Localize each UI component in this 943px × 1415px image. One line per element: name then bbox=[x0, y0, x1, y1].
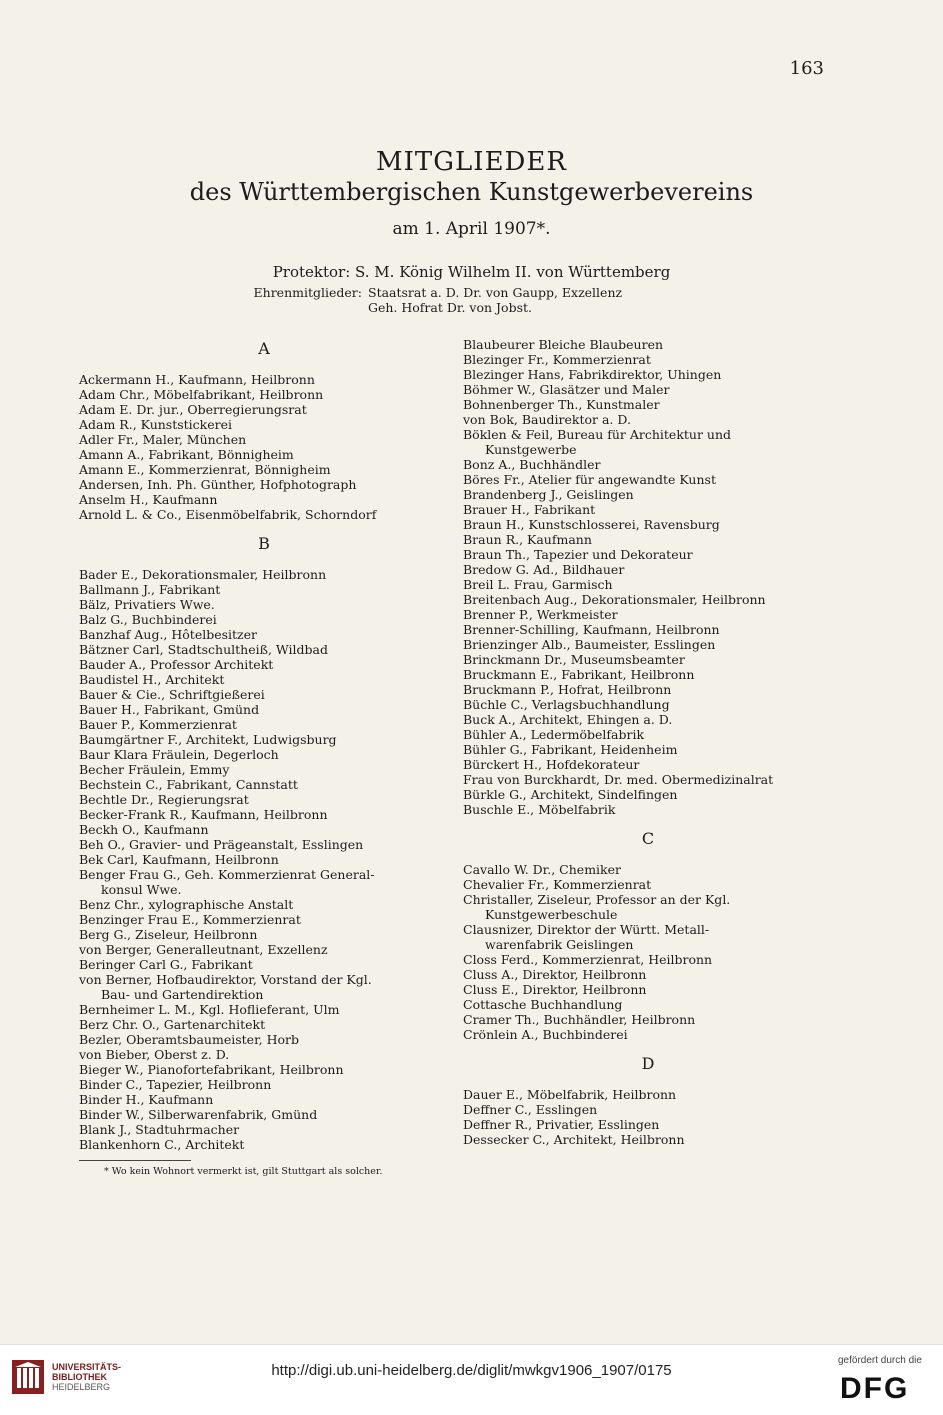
member-entry: Brienzinger Alb., Baumeister, Esslingen bbox=[463, 637, 716, 652]
member-entry: Bühler G., Fabrikant, Heidenheim bbox=[463, 742, 678, 757]
member-entry: Berg G., Ziseleur, Heilbronn bbox=[79, 927, 258, 942]
member-entry: Andersen, Inh. Ph. Günther, Hofphotograph bbox=[79, 477, 357, 492]
member-entry: Binder C., Tapezier, Heilbronn bbox=[79, 1077, 272, 1092]
section-letter: A bbox=[258, 339, 270, 358]
member-entry: Becher Fräulein, Emmy bbox=[79, 762, 230, 777]
document-date: am 1. April 1907*. bbox=[392, 219, 551, 239]
footnote: * Wo kein Wohnort vermerkt ist, gilt Stuttgart als solcher. bbox=[104, 1166, 383, 1177]
member-entry: Benzinger Frau E., Kommerzienrat bbox=[79, 912, 301, 927]
member-entry: Cramer Th., Buchhändler, Heilbronn bbox=[463, 1012, 696, 1027]
member-entry: Bezler, Oberamtsbaumeister, Horb bbox=[79, 1032, 300, 1047]
member-entry: Amann A., Fabrikant, Bönnigheim bbox=[79, 447, 294, 462]
member-entry-continuation: Kunstgewerbe bbox=[485, 442, 577, 457]
member-entry: Bälz, Privatiers Wwe. bbox=[79, 597, 215, 612]
source-url-link[interactable]: http://digi.ub.uni-heidelberg.de/diglit/mwkgv1906_1907/0175 bbox=[271, 1362, 672, 1379]
member-entry: Chevalier Fr., Kommerzienrat bbox=[463, 877, 652, 892]
member-entry: Breil L. Frau, Garmisch bbox=[463, 577, 613, 592]
member-entry: Bechstein C., Fabrikant, Cannstatt bbox=[79, 777, 298, 792]
member-entry: Blezinger Fr., Kommerzienrat bbox=[463, 352, 651, 367]
member-entry: Balz G., Buchbinderei bbox=[79, 612, 217, 627]
member-entry: Cluss A., Direktor, Heilbronn bbox=[463, 967, 647, 982]
member-entry: Buck A., Architekt, Ehingen a. D. bbox=[463, 712, 673, 727]
member-entry: Banzhaf Aug., Hôtelbesitzer bbox=[79, 627, 258, 642]
member-entry: Böres Fr., Atelier für angewandte Kunst bbox=[463, 472, 716, 487]
member-entry: Clausnizer, Direktor der Württ. Metall- bbox=[463, 922, 710, 937]
library-line: BIBLIOTHEK bbox=[52, 1372, 107, 1382]
member-entry: Benger Frau G., Geh. Kommerzienrat General- bbox=[79, 867, 375, 882]
member-entry: Bätzner Carl, Stadtschultheiß, Wildbad bbox=[79, 642, 329, 657]
member-entry-continuation: warenfabrik Geislingen bbox=[485, 937, 634, 952]
member-entry: Berz Chr. O., Gartenarchitekt bbox=[79, 1017, 266, 1032]
member-entry: Beckh O., Kaufmann bbox=[79, 822, 209, 837]
member-entry: von Bok, Baudirektor a. D. bbox=[463, 412, 631, 427]
member-entry: Bechtle Dr., Regierungsrat bbox=[79, 792, 249, 807]
document-title: MITGLIEDER bbox=[376, 147, 567, 177]
member-entry: Adam R., Kunststickerei bbox=[79, 417, 233, 432]
ehrenmitglied-line: Geh. Hofrat Dr. von Jobst. bbox=[368, 300, 532, 315]
member-entry-continuation: konsul Wwe. bbox=[101, 882, 182, 897]
member-entry: Bürkle G., Architekt, Sindelfingen bbox=[463, 787, 678, 802]
member-entry: Crönlein A., Buchbinderei bbox=[463, 1027, 628, 1042]
ehrenmitglieder-list bbox=[368, 285, 622, 315]
member-entry: Ballmann J., Fabrikant bbox=[79, 582, 221, 597]
member-entry: Binder H., Kaufmann bbox=[79, 1092, 214, 1107]
member-entry: Amann E., Kommerzienrat, Bönnigheim bbox=[79, 462, 331, 477]
document-subtitle: des Württembergischen Kunstgewerbevereins bbox=[189, 178, 754, 206]
member-entry: Adam E. Dr. jur., Oberregierungsrat bbox=[79, 402, 307, 417]
ehrenmitglied-line: Staatsrat a. D. Dr. von Gaupp, Exzellenz bbox=[368, 285, 623, 300]
funding-caption: gefördert durch die bbox=[838, 1355, 922, 1366]
member-entry: Binder W., Silberwarenfabrik, Gmünd bbox=[79, 1107, 318, 1122]
member-entry: Bauer P., Kommerzienrat bbox=[79, 717, 237, 732]
member-entry: Brandenberg J., Geislingen bbox=[463, 487, 634, 502]
member-entry: Blankenhorn C., Architekt bbox=[79, 1137, 245, 1152]
member-entry: Braun H., Kunstschlosserei, Ravensburg bbox=[463, 517, 720, 532]
member-entry: Buschle E., Möbelfabrik bbox=[463, 802, 616, 817]
member-entry-continuation: Kunstgewerbeschule bbox=[485, 907, 618, 922]
member-entry: Beh O., Gravier- und Prägeanstalt, Esslingen bbox=[79, 837, 364, 852]
member-entry-continuation: Bau- und Gartendirektion bbox=[101, 987, 264, 1002]
member-entry: Baur Klara Fräulein, Degerloch bbox=[79, 747, 279, 762]
member-entry: Bauer H., Fabrikant, Gmünd bbox=[79, 702, 260, 717]
member-entry: Brauer H., Fabrikant bbox=[463, 502, 596, 517]
library-line: HEIDELBERG bbox=[52, 1382, 111, 1392]
member-entry: Bruckmann E., Fabrikant, Heilbronn bbox=[463, 667, 695, 682]
footer-bar bbox=[0, 1344, 943, 1415]
member-entry: Büchle C., Verlagsbuchhandlung bbox=[463, 697, 670, 712]
member-entry: Bohnenberger Th., Kunstmaler bbox=[463, 397, 660, 412]
member-entry: Baudistel H., Architekt bbox=[79, 672, 225, 687]
member-entry: Breitenbach Aug., Dekorationsmaler, Heilbronn bbox=[463, 592, 766, 607]
member-entry: Bühler A., Ledermöbelfabrik bbox=[463, 727, 645, 742]
member-entry: Becker-Frank R., Kaufmann, Heilbronn bbox=[79, 807, 328, 822]
member-entry: Bürckert H., Hofdekorateur bbox=[463, 757, 640, 772]
member-entry: Brenner P., Werkmeister bbox=[463, 607, 618, 622]
member-entry: Bader E., Dekorationsmaler, Heilbronn bbox=[79, 567, 327, 582]
member-entry: Cavallo W. Dr., Chemiker bbox=[463, 862, 621, 877]
page-number: 163 bbox=[789, 58, 824, 79]
member-entry: Adam Chr., Möbelfabrikant, Heilbronn bbox=[79, 387, 324, 402]
member-list-left-column bbox=[79, 339, 449, 1152]
section-letter: C bbox=[641, 829, 655, 848]
member-entry: Blaubeurer Bleiche Blaubeuren bbox=[463, 337, 664, 352]
member-entry: Dessecker C., Architekt, Heilbronn bbox=[463, 1132, 685, 1147]
member-entry: Arnold L. & Co., Eisenmöbelfabrik, Schorndorf bbox=[79, 507, 377, 522]
member-entry: Bauder A., Professor Architekt bbox=[79, 657, 274, 672]
member-entry: Anselm H., Kaufmann bbox=[79, 492, 218, 507]
member-entry: Blank J., Stadtuhrmacher bbox=[79, 1122, 240, 1137]
library-line: UNIVERSITÄTS- bbox=[52, 1362, 122, 1372]
dfg-logo: DFG bbox=[840, 1372, 910, 1405]
member-entry: Benz Chr., xylographische Anstalt bbox=[79, 897, 294, 912]
member-entry: von Berner, Hofbaudirektor, Vorstand der Kgl. bbox=[79, 972, 372, 987]
footnote-rule bbox=[79, 1160, 191, 1161]
ehrenmitglieder-label: Ehrenmitglieder: bbox=[253, 285, 362, 300]
member-entry: von Bieber, Oberst z. D. bbox=[79, 1047, 230, 1062]
member-entry: Braun Th., Tapezier und Dekorateur bbox=[463, 547, 693, 562]
member-entry: Bek Carl, Kaufmann, Heilbronn bbox=[79, 852, 279, 867]
member-entry: Closs Ferd., Kommerzienrat, Heilbronn bbox=[463, 952, 713, 967]
member-entry: Brinckmann Dr., Museumsbeamter bbox=[463, 652, 685, 667]
member-entry: Deffner R., Privatier, Esslingen bbox=[463, 1117, 660, 1132]
member-entry: Cluss E., Direktor, Heilbronn bbox=[463, 982, 647, 997]
member-entry: Ackermann H., Kaufmann, Heilbronn bbox=[79, 372, 315, 387]
member-entry: Bauer & Cie., Schriftgießerei bbox=[79, 687, 265, 702]
member-entry: Bernheimer L. M., Kgl. Hoflieferant, Ulm bbox=[79, 1002, 340, 1017]
member-entry: Böklen & Feil, Bureau für Architektur und bbox=[463, 427, 732, 442]
member-entry: Bonz A., Buchhändler bbox=[463, 457, 601, 472]
member-entry: Bieger W., Pianofortefabrikant, Heilbronn bbox=[79, 1062, 344, 1077]
member-entry: Böhmer W., Glasätzer und Maler bbox=[463, 382, 670, 397]
member-entry: Adler Fr., Maler, München bbox=[79, 432, 247, 447]
member-entry: Dauer E., Möbelfabrik, Heilbronn bbox=[463, 1087, 677, 1102]
member-entry: Frau von Burckhardt, Dr. med. Obermedizinalrat bbox=[463, 772, 774, 787]
member-entry: Cottasche Buchhandlung bbox=[463, 997, 623, 1012]
member-entry: Bredow G. Ad., Bildhauer bbox=[463, 562, 625, 577]
member-entry: von Berger, Generalleutnant, Exzellenz bbox=[79, 942, 328, 957]
member-entry: Blezinger Hans, Fabrikdirektor, Uhingen bbox=[463, 367, 722, 382]
member-list-right-column bbox=[463, 337, 833, 1147]
member-entry: Christaller, Ziseleur, Professor an der Kgl. bbox=[463, 892, 731, 907]
member-entry: Brenner-Schilling, Kaufmann, Heilbronn bbox=[463, 622, 720, 637]
member-entry: Baumgärtner F., Architekt, Ludwigsburg bbox=[79, 732, 337, 747]
member-entry: Beringer Carl G., Fabrikant bbox=[79, 957, 253, 972]
member-entry: Deffner C., Esslingen bbox=[463, 1102, 598, 1117]
member-entry: Bruckmann P., Hofrat, Heilbronn bbox=[463, 682, 672, 697]
member-entry: Braun R., Kaufmann bbox=[463, 532, 592, 547]
section-letter: D bbox=[641, 1054, 655, 1073]
protektor-line: Protektor: S. M. König Wilhelm II. von Württemberg bbox=[272, 263, 671, 281]
section-letter: B bbox=[258, 534, 270, 553]
